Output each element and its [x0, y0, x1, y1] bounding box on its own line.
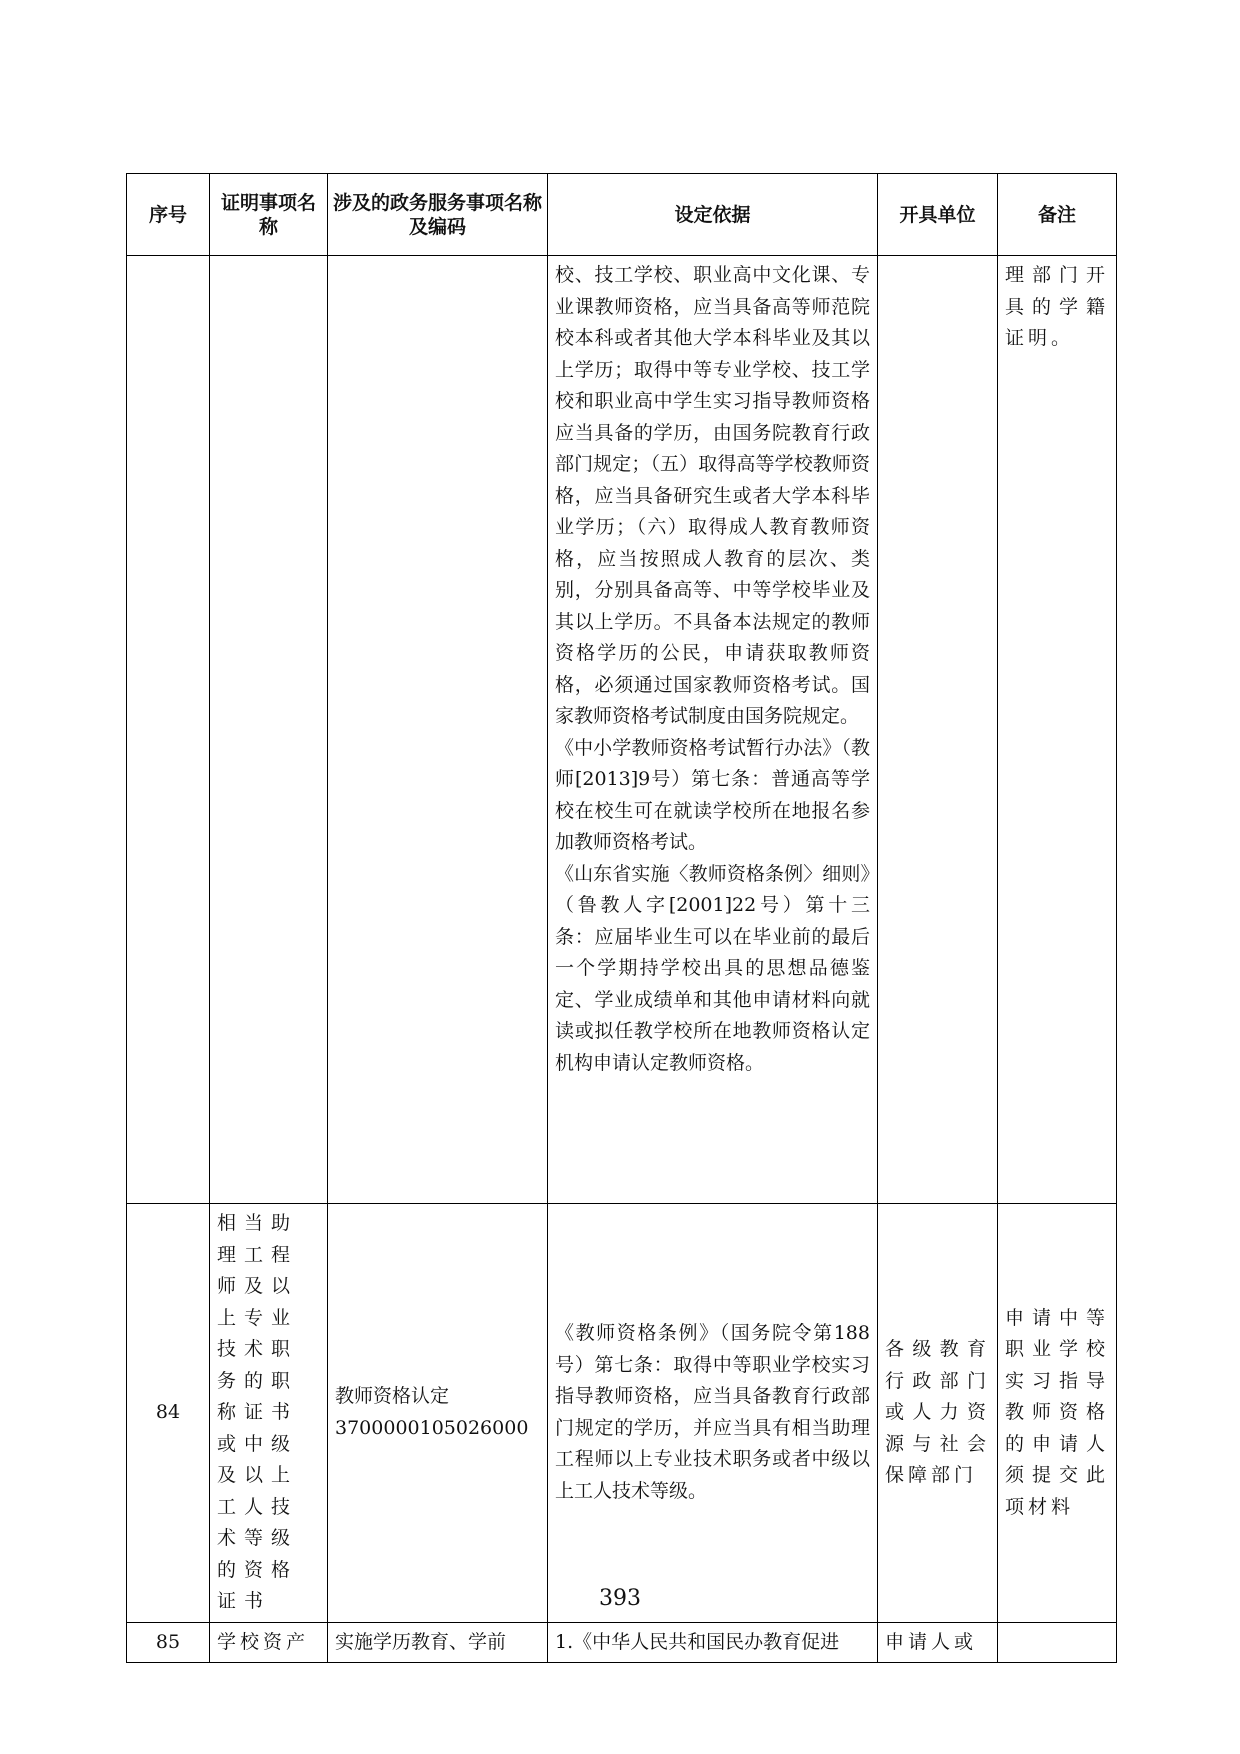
- cell-no: [127, 256, 210, 1204]
- cell-note: 理部门开具的学籍证明。: [998, 256, 1117, 1204]
- basis-paragraph: 《山东省实施〈教师资格条例〉细则》（鲁教人字[2001]22号）第十三条：应届毕业生可以在毕业前的最后一个学期持学校出具的思想品德鉴定、学业成绩单和其他申请材料向就读或拟任教学校所在地教师资格认定机构申请认定教师资格。: [555, 862, 870, 1074]
- cell-issuer: 申请人或: [878, 1622, 998, 1663]
- cell-service: [328, 1204, 548, 1623]
- cell-no: 85: [127, 1622, 210, 1663]
- certification-items-table: [126, 173, 1117, 1663]
- header-issuer: 开具单位: [878, 174, 998, 256]
- cell-note: 申请中等职业学校实习指导教师资格的申请人须提交此项材料: [998, 1204, 1117, 1623]
- cell-basis: 1.《中华人民共和国民办教育促进: [548, 1622, 878, 1663]
- cell-cert-name: 学校资产: [210, 1622, 328, 1663]
- cell-service: [328, 256, 548, 1204]
- service-name: 教师资格认定: [335, 1385, 450, 1408]
- cell-issuer: 各级教育行政部门或人力资源与社会保障部门: [878, 1204, 998, 1623]
- table-row: [127, 256, 1117, 1204]
- cell-cert-name: 相当助理工程师及以上专业技术职务的职称证书或中级及以上工人技术等级的资格证书: [210, 1204, 328, 1623]
- table-row: [127, 1622, 1117, 1663]
- header-basis: 设定依据: [548, 174, 878, 256]
- cell-cert-name: [210, 256, 328, 1204]
- cell-note: [998, 1622, 1117, 1663]
- header-service: 涉及的政务服务事项名称及编码: [328, 174, 548, 256]
- table-header-row: [127, 174, 1117, 256]
- page-number: 393: [599, 1586, 641, 1611]
- cell-issuer: [878, 256, 998, 1204]
- header-cert-name: 证明事项名称: [210, 174, 328, 256]
- header-no: 序号: [127, 174, 210, 256]
- table-row: [127, 1204, 1117, 1623]
- cell-basis: 《教师资格条例》（国务院令第188号）第七条：取得中等职业学校实习指导教师资格，应当具备教育行政部门规定的学历，并应当具有相当助理工程师以上专业技术职务或者中级以上工人技术等级。: [548, 1204, 878, 1623]
- cell-service: 实施学历教育、学前: [328, 1622, 548, 1663]
- basis-paragraph: 校、技工学校、职业高中文化课、专业课教师资格，应当具备高等师范院校本科或者其他大学本科毕业及其以上学历；取得中等专业学校、技工学校和职业高中学生实习指导教师资格应当具备的学历，由国务院教育行政部门规定；（五）取得高等学校教师资格，应当具备研究生或者大学本科毕业学历；（六）取得成人教育教师资格，应当按照成人教育的层次、类别，分别具备高等、中等学校毕业及其以上学历。不具备本法规定的教师资格学历的公民，申请获取教师资格，必须通过国家教师资格考试。国家教师资格考试制度由国务院规定。: [555, 264, 870, 727]
- cell-basis: [548, 256, 878, 1204]
- service-code: 3700000105026000: [335, 1416, 529, 1439]
- cell-no: 84: [127, 1204, 210, 1623]
- header-note: 备注: [998, 174, 1117, 256]
- basis-paragraph: 《中小学教师资格考试暂行办法》（教师[2013]9号）第七条：普通高等学校在校生可在就读学校所在地报名参加教师资格考试。: [555, 736, 870, 853]
